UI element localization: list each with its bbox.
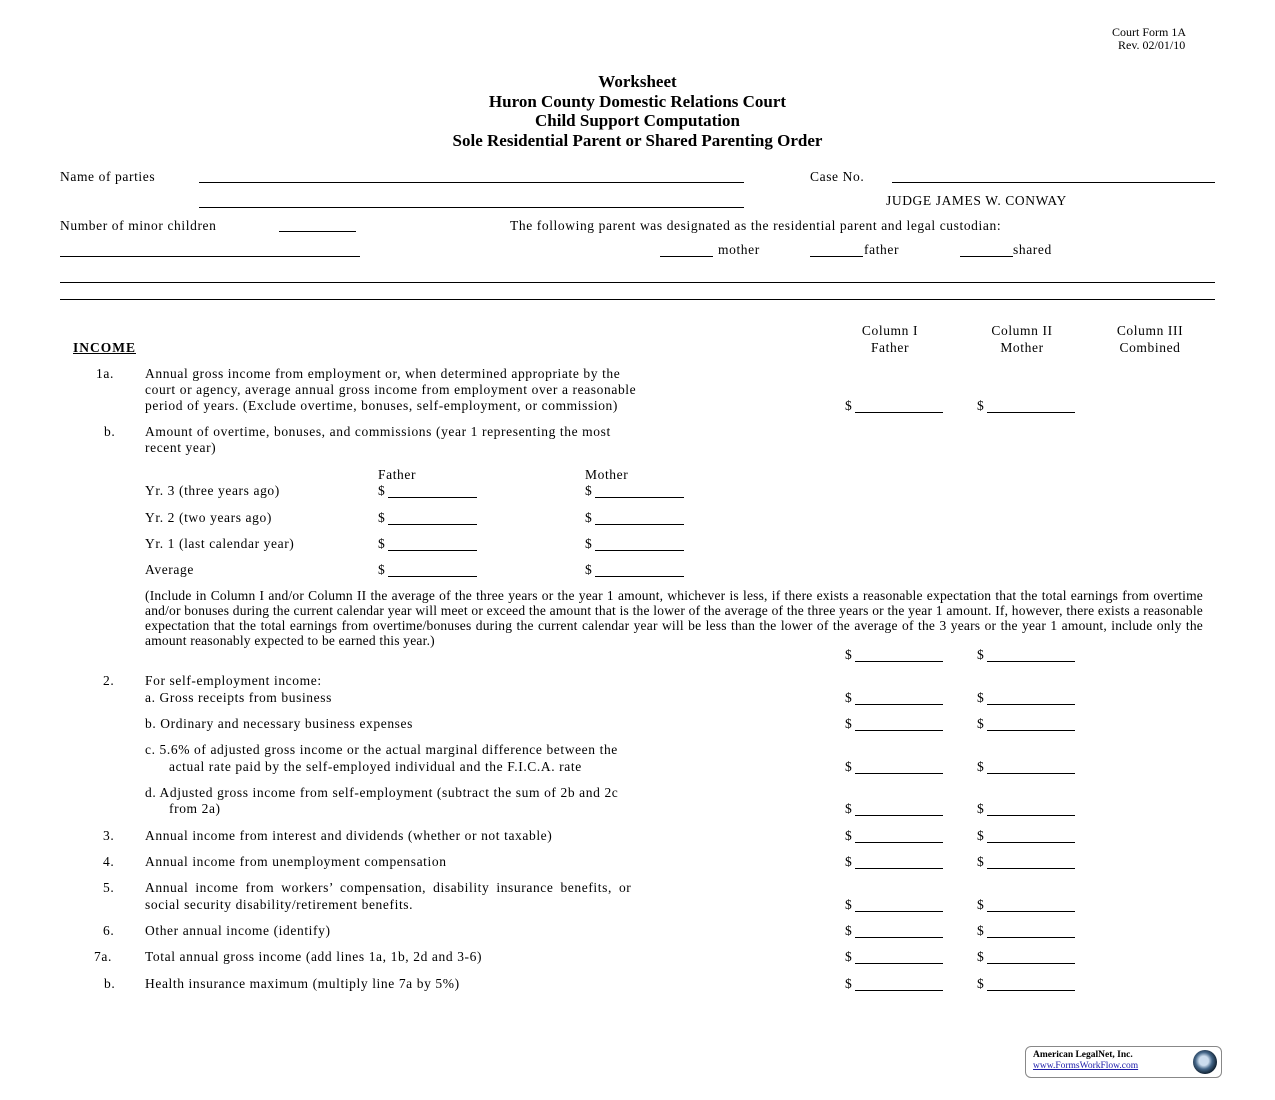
mother-amount-field[interactable] xyxy=(977,976,1075,992)
row-number: 6. xyxy=(103,923,115,938)
amount-line xyxy=(987,815,1075,816)
case-label: Case No. xyxy=(810,169,865,184)
amount-line xyxy=(855,990,943,991)
row-text: b. Ordinary and necessary business expenses xyxy=(145,716,413,731)
amount-line xyxy=(855,868,943,869)
dollar-sign: $ xyxy=(977,854,985,869)
dollar-sign: $ xyxy=(977,949,985,964)
amount-line xyxy=(388,497,477,498)
dollar-sign: $ xyxy=(845,923,853,938)
sub-mother-amount-field[interactable] xyxy=(585,483,684,499)
father-amount-field[interactable] xyxy=(845,949,943,965)
dollar-sign: $ xyxy=(378,483,386,498)
children-field[interactable] xyxy=(279,231,356,232)
amount-line xyxy=(987,911,1075,912)
instructions-paragraph: (Include in Column I and/or Column II the average of the three years or the year 1 amount, whichever is less, if there exists a reasonable expectation that the total earnings from overtime and/or bonuses during the current calendar year will meet or exceed the amount that is the lower of the average of the three years or the year 1 amount. If, however, there exists a reasonable expectation that the total earnings from overtime/bonuses during the current calendar year will be less than the lower of the average of the 3 years or the year 1 amount, include only the amount reasonably expected to be earned this year.) xyxy=(145,588,1203,648)
amount-line xyxy=(595,497,684,498)
dollar-sign: $ xyxy=(378,510,386,525)
sub-row-label: Average xyxy=(145,562,194,577)
amount-line xyxy=(855,842,943,843)
dollar-sign: $ xyxy=(585,562,593,577)
dollar-sign: $ xyxy=(977,759,985,774)
blank-field[interactable] xyxy=(60,256,360,257)
logo-link[interactable]: www.FormsWorkFlow.com xyxy=(1033,1061,1139,1071)
amount-line xyxy=(855,704,943,705)
father-amount-field[interactable] xyxy=(845,923,943,939)
parties-label: Name of parties xyxy=(60,169,156,184)
row-number: 2. xyxy=(103,673,115,688)
row-text: d. Adjusted gross income from self-employment (subtract the sum of 2b and 2c xyxy=(145,785,619,800)
mother-amount-field[interactable] xyxy=(977,897,1075,913)
amount-line xyxy=(855,815,943,816)
mother-amount-field[interactable] xyxy=(977,923,1075,939)
sub-mother-amount-field[interactable] xyxy=(585,510,684,526)
row-text: period of years. (Exclude overtime, bonuses, self-employment, or commission) xyxy=(145,398,618,413)
row-text: a. Gross receipts from business xyxy=(145,690,332,705)
row-text: Annual income from interest and dividends (whether or not taxable) xyxy=(145,828,553,843)
judge-name: JUDGE JAMES W. CONWAY xyxy=(886,193,1067,208)
col1-header: Column I xyxy=(861,323,919,338)
dollar-sign: $ xyxy=(845,801,853,816)
amount-line xyxy=(987,661,1075,662)
row-text: Annual income from workers’ compensation, disability insurance benefits, or xyxy=(145,880,632,895)
mother-label: mother xyxy=(718,242,760,257)
amount-line xyxy=(855,412,943,413)
row-number: 4. xyxy=(103,854,115,869)
amount-line xyxy=(388,550,477,551)
sub-father-amount-field[interactable] xyxy=(378,536,477,552)
row-text: Health insurance maximum (multiply line 7a by 5%) xyxy=(145,976,460,991)
row-text: actual rate paid by the self-employed individual and the F.I.C.A. rate xyxy=(169,759,582,774)
children-label: Number of minor children xyxy=(60,218,217,233)
designated-label: The following parent was designated as the residential parent and legal custodian: xyxy=(510,218,1002,233)
amount-line xyxy=(855,963,943,964)
amount-line xyxy=(855,661,943,662)
dollar-sign: $ xyxy=(585,536,593,551)
father-check-field[interactable] xyxy=(810,256,863,257)
amount-line xyxy=(388,524,477,525)
amount-line xyxy=(595,550,684,551)
title-1: Worksheet xyxy=(598,72,677,91)
col2-header: Column II xyxy=(991,323,1053,338)
row-text: Annual gross income from employment or, when determined appropriate by the xyxy=(145,366,621,381)
title-4: Sole Residential Parent or Shared Parenting Order xyxy=(452,131,823,150)
mother-amount-field[interactable] xyxy=(977,759,1075,775)
amount-line xyxy=(595,524,684,525)
dollar-sign: $ xyxy=(378,536,386,551)
father-amount-field[interactable] xyxy=(845,398,943,414)
row-text: social security disability/retirement benefits. xyxy=(145,897,414,912)
mother-amount-field[interactable] xyxy=(977,828,1075,844)
globe-icon xyxy=(1193,1050,1217,1074)
dollar-sign: $ xyxy=(845,647,853,662)
sub-row-label: Yr. 3 (three years ago) xyxy=(145,483,280,498)
father-amount-field[interactable] xyxy=(845,759,943,775)
dollar-sign: $ xyxy=(845,690,853,705)
father-amount-field[interactable] xyxy=(845,897,943,913)
mother-amount-field[interactable] xyxy=(977,690,1075,706)
sub-row-label: Yr. 2 (two years ago) xyxy=(145,510,272,525)
sub-mother-amount-field[interactable] xyxy=(585,536,684,552)
dollar-sign: $ xyxy=(977,801,985,816)
mother-amount-field[interactable] xyxy=(977,854,1075,870)
dollar-sign: $ xyxy=(845,759,853,774)
sub-father-amount-field[interactable] xyxy=(378,510,477,526)
father-amount-field[interactable] xyxy=(845,854,943,870)
father-amount-field[interactable] xyxy=(845,647,943,663)
amount-line xyxy=(987,842,1075,843)
dollar-sign: $ xyxy=(845,398,853,413)
sub-mother-header: Mother xyxy=(585,467,629,482)
father-amount-field[interactable] xyxy=(845,716,943,732)
dollar-sign: $ xyxy=(845,854,853,869)
amount-line xyxy=(987,963,1075,964)
sub-father-header: Father xyxy=(378,467,417,482)
father-amount-field[interactable] xyxy=(845,976,943,992)
mother-amount-field[interactable] xyxy=(977,801,1075,817)
amount-line xyxy=(987,730,1075,731)
dollar-sign: $ xyxy=(977,398,985,413)
divider xyxy=(60,299,1215,300)
amount-line xyxy=(855,937,943,938)
dollar-sign: $ xyxy=(585,510,593,525)
income-heading: INCOME xyxy=(73,340,136,355)
dollar-sign: $ xyxy=(845,716,853,731)
dollar-sign: $ xyxy=(977,716,985,731)
revision: Rev. 02/01/10 xyxy=(1118,38,1186,52)
dollar-sign: $ xyxy=(977,690,985,705)
dollar-sign: $ xyxy=(977,647,985,662)
row-text: c. 5.6% of adjusted gross income or the actual marginal difference between the xyxy=(145,742,618,757)
mother-amount-field[interactable] xyxy=(977,647,1075,663)
sub-row-label: Yr. 1 (last calendar year) xyxy=(145,536,295,551)
row-number: 1a. xyxy=(96,366,114,381)
form-number: Court Form 1A xyxy=(1112,25,1187,39)
shared-label: shared xyxy=(1013,242,1052,257)
amount-line xyxy=(987,704,1075,705)
row-text: Total annual gross income (add lines 1a, 1b, 2d and 3-6) xyxy=(145,949,483,964)
dollar-sign: $ xyxy=(585,483,593,498)
amount-line xyxy=(855,773,943,774)
amount-line xyxy=(595,576,684,577)
title-2: Huron County Domestic Relations Court xyxy=(488,92,787,111)
col2-sub: Mother xyxy=(1000,340,1044,355)
row-text: court or agency, average annual gross income from employment over a reasonable xyxy=(145,382,637,397)
amount-line xyxy=(987,773,1075,774)
mother-amount-field[interactable] xyxy=(977,949,1075,965)
dollar-sign: $ xyxy=(977,828,985,843)
logo-name: American LegalNet, Inc. xyxy=(1033,1050,1133,1060)
row-number: 5. xyxy=(103,880,115,895)
amount-line xyxy=(987,412,1075,413)
case-number-field[interactable] xyxy=(892,182,1215,183)
col3-header: Column III xyxy=(1116,323,1184,338)
dollar-sign: $ xyxy=(378,562,386,577)
sub-mother-amount-field[interactable] xyxy=(585,562,684,578)
dollar-sign: $ xyxy=(977,897,985,912)
row-text: For self-employment income: xyxy=(145,673,322,688)
title-3: Child Support Computation xyxy=(534,111,740,130)
divider xyxy=(60,282,1215,283)
row-number: b. xyxy=(104,424,116,439)
father-amount-field[interactable] xyxy=(845,801,943,817)
dollar-sign: $ xyxy=(977,923,985,938)
row-number: b. xyxy=(104,976,116,991)
row-text: recent year) xyxy=(145,440,217,455)
dollar-sign: $ xyxy=(845,949,853,964)
row-number: 3. xyxy=(103,828,115,843)
shared-check-field[interactable] xyxy=(960,256,1013,257)
dollar-sign: $ xyxy=(845,897,853,912)
col1-sub: Father xyxy=(870,340,910,355)
mother-amount-field[interactable] xyxy=(977,398,1075,414)
sub-father-amount-field[interactable] xyxy=(378,562,477,578)
dollar-sign: $ xyxy=(845,976,853,991)
amount-line xyxy=(388,576,477,577)
row-text: Amount of overtime, bonuses, and commissions (year 1 representing the most xyxy=(145,424,611,439)
father-label: father xyxy=(864,242,900,257)
amount-line xyxy=(987,868,1075,869)
mother-check-field[interactable] xyxy=(660,256,713,257)
father-amount-field[interactable] xyxy=(845,828,943,844)
row-number: 7a. xyxy=(94,949,112,964)
sub-father-amount-field[interactable] xyxy=(378,483,477,499)
father-amount-field[interactable] xyxy=(845,690,943,706)
parties-field-1[interactable] xyxy=(199,182,744,183)
row-text: from 2a) xyxy=(169,801,221,816)
row-text: Annual income from unemployment compensation xyxy=(145,854,447,869)
col3-sub: Combined xyxy=(1119,340,1181,355)
dollar-sign: $ xyxy=(977,976,985,991)
amount-line xyxy=(855,730,943,731)
dollar-sign: $ xyxy=(845,828,853,843)
mother-amount-field[interactable] xyxy=(977,716,1075,732)
american-legalnet-logo xyxy=(1025,1046,1222,1078)
amount-line xyxy=(987,990,1075,991)
amount-line xyxy=(987,937,1075,938)
row-text: Other annual income (identify) xyxy=(145,923,331,938)
amount-line xyxy=(855,911,943,912)
parties-field-2[interactable] xyxy=(199,207,744,208)
